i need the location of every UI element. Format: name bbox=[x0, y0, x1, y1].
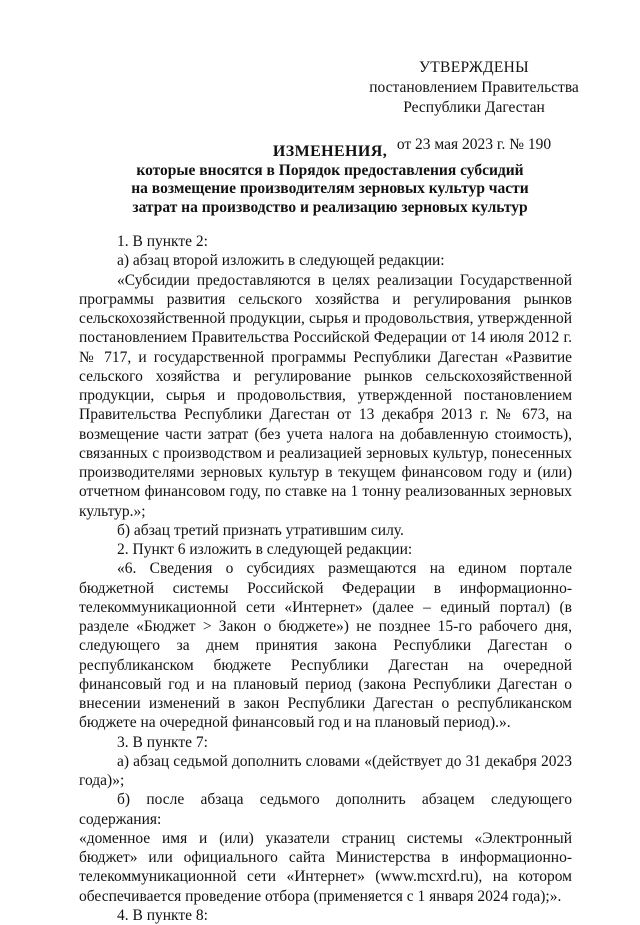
paragraph: а) абзац седьмой дополнить словами «(действует до 31 декабря 2023 года)»; bbox=[79, 752, 572, 789]
paragraph: б) абзац третий признать утратившим силу. bbox=[117, 521, 404, 539]
paragraph: «6. Сведения о субсидиях размещаются на едином портале бюджетной системы Российской Федерации в информационно- телекоммуникационной сети «Интернет» (далее – единый портал) (в разделе «Бюджет > Закон о бюджете») не позднее 15-го рабочего дня, следующего за днем принятия закона Республики Дагестан о республиканском бюджете Республики Дагестан на очередной финансовый год и на плановый период (закона Республики Дагестан о внесении изменений в закон Республики Дагестан о республиканском бюджете на очередной финансовый год и на плановый период).». bbox=[79, 560, 572, 732]
paragraph: а) абзац второй изложить в следующей редакции: bbox=[117, 252, 445, 270]
approval-line: Республики Дагестан bbox=[403, 99, 545, 116]
document-body bbox=[79, 232, 572, 925]
heading-line: затрат на производство и реализацию зерновых культур bbox=[132, 198, 528, 216]
paragraph: 3. В пункте 7: bbox=[117, 733, 208, 751]
approval-stamp bbox=[364, 58, 584, 155]
paragraph: б) после абзаца седьмого дополнить абзацем следующего содержания: bbox=[79, 791, 572, 828]
approval-date: от 23 мая 2023 г. № 190 bbox=[396, 136, 552, 153]
document-heading bbox=[40, 143, 620, 217]
paragraph: «доменное имя и (или) указатели страниц системы «Электронный бюджет» или официального сайта Министерства в информационно-телекоммуникационной сети «Интернет» (www.mcxrd.ru), на котором обеспечивается проведение отбора (применяется с 1 января 2024 года);». bbox=[79, 829, 572, 905]
paragraph: 4. В пункте 8: bbox=[117, 906, 208, 924]
paragraph: 2. Пункт 6 изложить в следующей редакции: bbox=[117, 541, 413, 558]
approval-line: постановлением Правительства bbox=[369, 79, 579, 96]
heading-title: ИЗМЕНЕНИЯ, bbox=[272, 143, 388, 160]
heading-line: на возмещение производителям зерновых культур части bbox=[131, 180, 529, 197]
paragraph: 1. В пункте 2: bbox=[117, 233, 208, 250]
paragraph: «Субсидии предоставляются в целях реализации Государственной программы развития сельского хозяйства и регулирования рынков сельскохозяйственной продукции, сырья и продовольствия, утвержденной постановлением Правительства Российской Федерации от 14 июля 2012 г. № 717, и государственной программы Республики Дагестан «Развитие сельского хозяйства и регулирование рынков сельскохозяйственной продукции, сырья и продовольствия, утвержденной постановлением Правительства Республики Дагестан от 13 декабря 2013 г. № 673, на возмещение части затрат (без учета налога на добавленную стоимость), связанных с производством и реализацией зерновых культур, понесенных производителями зерновых культур в текущем финансовом году и (или) отчетном финансовом году, по ставке на 1 тонну реализованных зерновых культур.»; bbox=[79, 271, 572, 520]
approval-title: УТВЕРЖДЕНЫ bbox=[419, 59, 529, 76]
heading-line: которые вносятся в Порядок предоставления субсидий bbox=[136, 161, 524, 179]
